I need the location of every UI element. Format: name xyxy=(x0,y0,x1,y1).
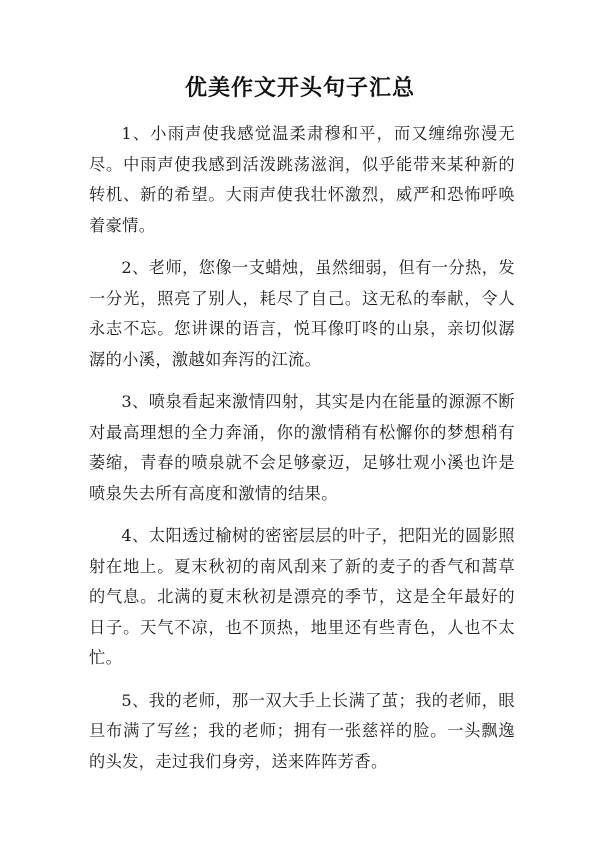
document-title: 优美作文开头句子汇总 xyxy=(184,76,415,101)
paragraph-3: 3、喷泉看起来激情四射，其实是内在能量的源源不断对最高理想的全力奔涌，你的激情稍有松懈你的梦想稍有萎缩，青春的喷泉就不会足够豪迈，足够壮观小溪也许是喷泉失去所有高度和激情的结果。 xyxy=(89,392,515,503)
paragraph-1: 1、小雨声使我感觉温柔肃穆和平，而又缠绵弥漫无尽。中雨声使我感到活泼跳荡滋润，似乎能带来某种新的转机、新的希望。大雨声使我壮怀激烈，威严和恐怖呼唤着豪情。 xyxy=(89,124,515,235)
paragraph-2: 2、老师，您像一支蜡烛，虽然细弱，但有一分热，发一分光，照亮了别人，耗尽了自己。这无私的奉献，令人永志不忘。您讲课的语言，悦耳像叮咚的山泉，亲切似潺潺的小溪，激越如奔泻的江流。 xyxy=(89,258,515,369)
document-body xyxy=(89,119,515,789)
paragraph-5: 5、我的老师，那一双大手上长满了茧；我的老师，眼旦布满了写丝；我的老师；拥有一张慈祥的脸。一头飘逸的头发，走过我们身旁，送来阵阵芳香。 xyxy=(89,690,515,771)
paragraph-4: 4、太阳透过榆树的密密层层的叶子，把阳光的圆影照射在地上。夏末秋初的南风刮来了新的麦子的香气和蒿草的气息。北满的夏末秋初是漂亮的季节，这是全年最好的日子。天气不凉，也不顶热，地里还有些青色，人也不太忙。 xyxy=(89,526,515,667)
